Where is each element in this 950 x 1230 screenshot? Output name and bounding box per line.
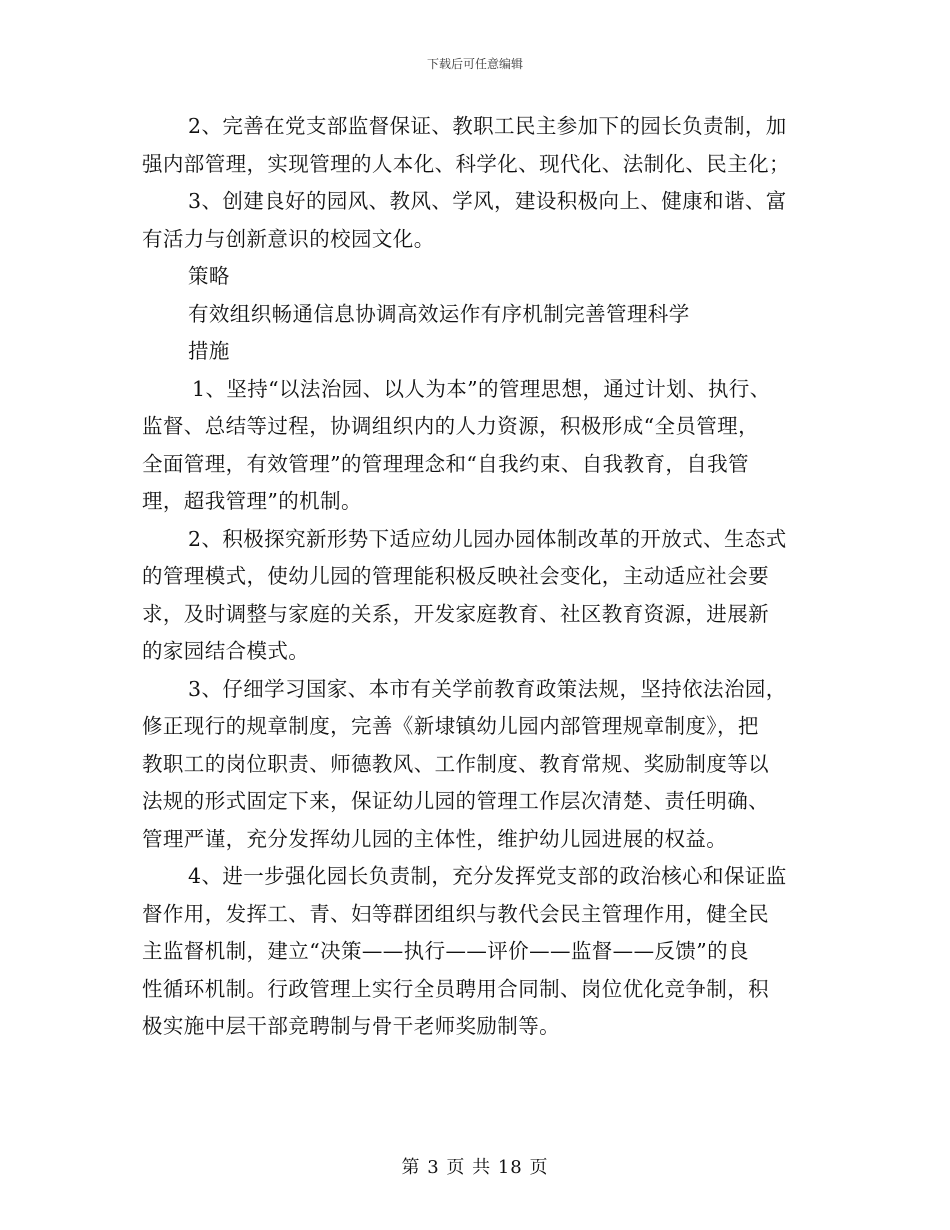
paragraph-line: 性循环机制。行政管理上实行全员聘用合同制、岗位优化竞争制，积 xyxy=(142,976,769,1001)
section-heading-strategy: 策略 xyxy=(188,264,230,288)
section-heading-measures: 措施 xyxy=(188,339,230,363)
paragraph-line: 法规的形式固定下来，保证幼儿园的管理工作层次清楚、责任明确、 xyxy=(142,789,769,813)
header-note: 下载后可任意编辑 xyxy=(426,57,523,71)
paragraph-line: 有活力与创新意识的校园文化。 xyxy=(142,226,435,251)
paragraph-line: 有效组织畅通信息协调高效运作有序机制完善管理科学 xyxy=(188,301,690,326)
paragraph-line: 4、进一步强化园长负责制，充分发挥党支部的政治核心和保证监 xyxy=(188,864,787,888)
paragraph-line: 督作用，发挥工、青、妇等群团组织与教代会民主管理作用，健全民 xyxy=(142,901,769,926)
page-number: 第 3 页 共 18 页 xyxy=(401,1157,549,1178)
paragraph-line: 强内部管理，实现管理的人本化、科学化、现代化、法制化、民主化； xyxy=(142,151,790,176)
paragraph-line: 2、积极探究新形势下适应幼儿园办园体制改革的开放式、生态式 xyxy=(188,526,787,551)
paragraph-line: 2、完善在党支部监督保证、教职工民主参加下的园长负责制，加 xyxy=(188,114,787,138)
paragraph-line: 监督、总结等过程，协调组织内的人力资源，积极形成“全员管理， xyxy=(142,414,759,438)
paragraph-line: 管理严谨，充分发挥幼儿园的主体性，维护幼儿园进展的权益。 xyxy=(142,826,728,851)
paragraph-line: 理，超我管理”的机制。 xyxy=(142,489,362,513)
paragraph-line: 主监督机制，建立“决策——执行——评价——监督——反馈”的良 xyxy=(142,939,749,963)
paragraph-line: 的管理模式，使幼儿园的管理能积极反映社会变化，主动适应社会要 xyxy=(142,564,769,588)
paragraph-line: 全面管理，有效管理”的管理理念和“自我约束、自我教育，自我管 xyxy=(142,451,749,476)
paragraph-line: 3、仔细学习国家、本市有关学前教育政策法规，坚持依法治园， xyxy=(188,676,787,701)
paragraph-line: 教职工的岗位职责、师德教风、工作制度、教育常规、奖励制度等以 xyxy=(142,751,769,776)
document-body xyxy=(142,108,810,1046)
paragraph-line: 的家园结合模式。 xyxy=(142,639,310,663)
paragraph-line: 1、坚持“以法治园、以人为本”的管理思想，通过计划、执行、 xyxy=(192,376,771,401)
paragraph-line: 3、创建良好的园风、教风、学风，建设积极向上、健康和谐、富 xyxy=(188,189,787,213)
paragraph-line: 求，及时调整与家庭的关系，开发家庭教育、社区教育资源，进展新 xyxy=(142,601,769,626)
paragraph-line: 修正现行的规章制度，完善《新埭镇幼儿园内部管理规章制度》，把 xyxy=(142,714,759,738)
paragraph-line: 极实施中层干部竞聘制与骨干老师奖励制等。 xyxy=(142,1014,560,1038)
